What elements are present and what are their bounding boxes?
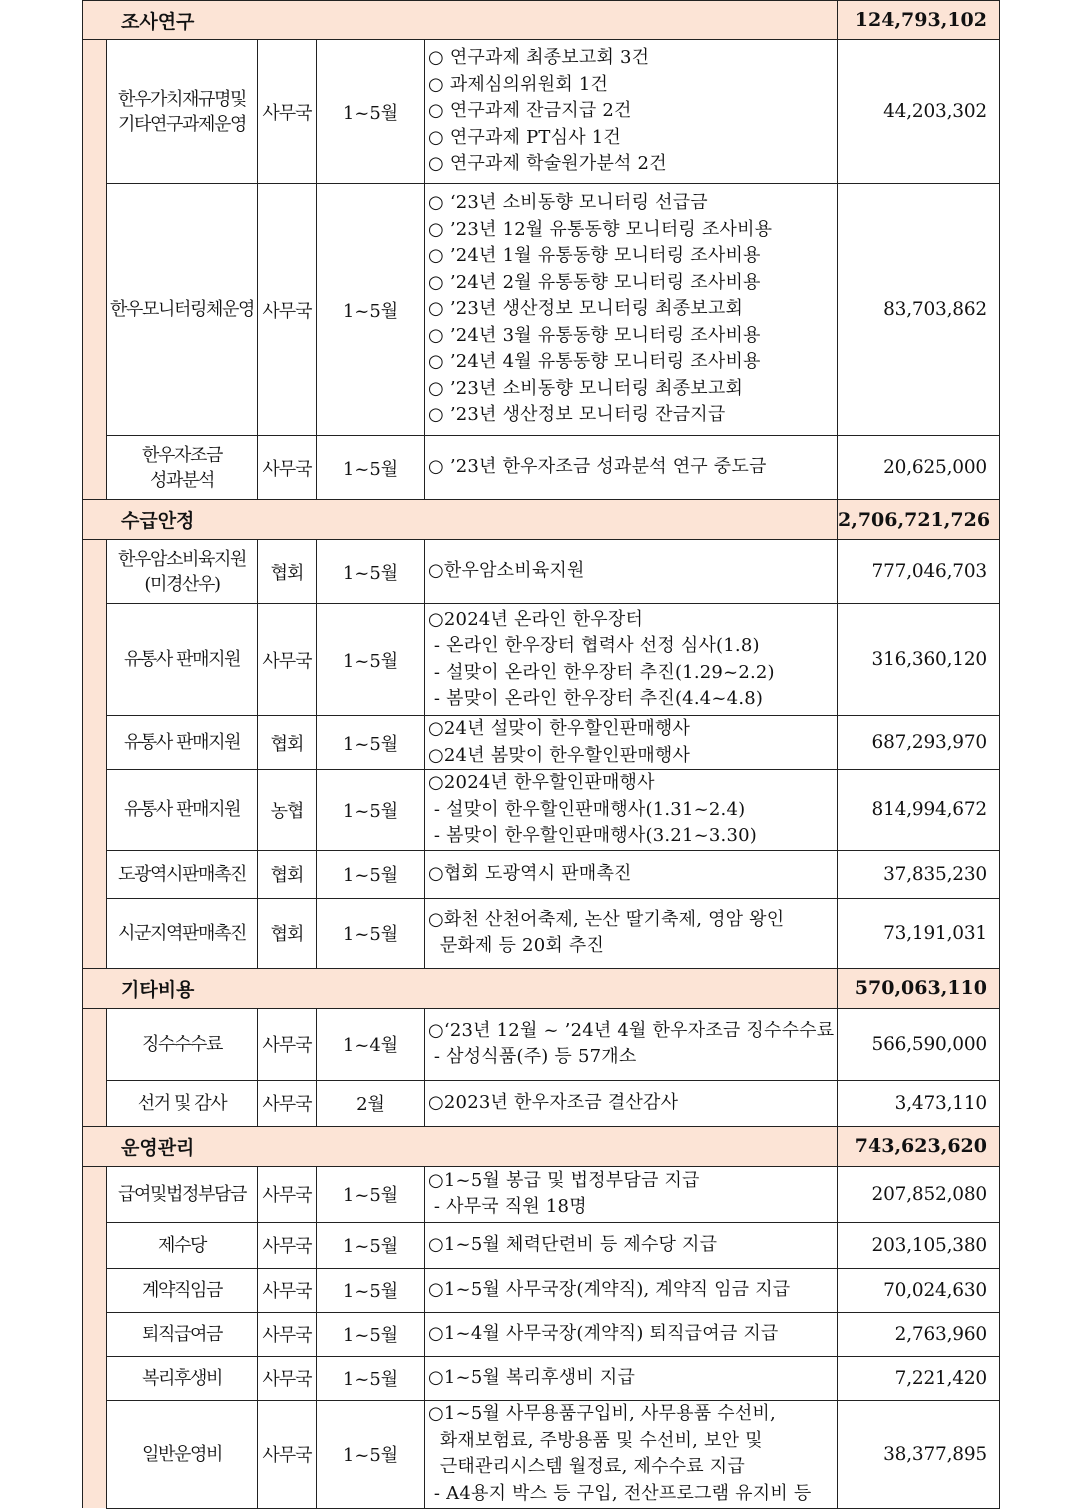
description-line: ○ 연구과제 학술원가분석 2건 <box>428 153 667 175</box>
description-line: ○ ’23년 생산정보 모니터링 잔금지급 <box>428 404 726 426</box>
table-row <box>83 1222 1000 1268</box>
item-description <box>425 1400 838 1508</box>
item-period: 1~5월 <box>317 184 425 436</box>
item-description <box>425 1080 838 1126</box>
category-name: 기타비용 <box>83 968 838 1008</box>
description-line: - 설맞이 온라인 한우장터 추진(1.29~2.2) <box>428 661 775 683</box>
item-period: 1~4월 <box>317 1008 425 1080</box>
table-row <box>83 1356 1000 1400</box>
table-row <box>83 1400 1000 1508</box>
item-name-line: 한우가치재규명및 <box>118 88 246 110</box>
table-row <box>83 604 1000 716</box>
item-description <box>425 850 838 898</box>
item-name-line: 제수당 <box>158 1234 206 1256</box>
item-name <box>107 898 258 968</box>
item-name-line: 성과분석 <box>150 469 214 491</box>
item-org: 사무국 <box>258 1400 317 1508</box>
item-name-line: 도광역시판매촉진 <box>118 863 246 885</box>
item-name <box>107 1008 258 1080</box>
description-line: ○‘23년 12월 ~ ’24년 4월 한우자조금 징수수수료 <box>428 1019 835 1041</box>
item-name-line: 복리후생비 <box>142 1367 222 1389</box>
category-row <box>83 968 1000 1008</box>
item-description <box>425 898 838 968</box>
item-name <box>107 436 258 500</box>
item-description <box>425 1268 838 1312</box>
item-name-line: 계약직임금 <box>142 1279 222 1301</box>
item-name-line: 급여및법정부담금 <box>118 1183 246 1205</box>
indent-stub <box>83 1008 107 1080</box>
description-line: 화재보험료, 주방용품 및 수선비, 보안 및 <box>428 1429 763 1451</box>
item-period: 1~5월 <box>317 1166 425 1222</box>
item-description <box>425 770 838 851</box>
description-line: ○협회 도광역시 판매촉진 <box>428 862 632 884</box>
item-org: 사무국 <box>258 184 317 436</box>
indent-stub <box>83 40 107 184</box>
item-org: 사무국 <box>258 436 317 500</box>
description-line: 문화제 등 20회 추진 <box>428 935 605 956</box>
item-name <box>107 1400 258 1508</box>
indent-stub <box>83 898 107 968</box>
item-description <box>425 716 838 770</box>
table-row <box>83 1268 1000 1312</box>
category-row <box>83 500 1000 540</box>
indent-stub <box>83 716 107 770</box>
description-line: ○ 연구과제 최종보고회 3건 <box>428 47 650 69</box>
description-line: ○1~5월 체력단련비 등 제수당 지급 <box>428 1233 718 1255</box>
indent-stub <box>83 1400 107 1508</box>
indent-stub <box>83 1166 107 1222</box>
item-name <box>107 1080 258 1126</box>
description-line: - 사무국 직원 18명 <box>428 1196 587 1217</box>
table-row <box>83 1080 1000 1126</box>
item-name <box>107 770 258 851</box>
item-name-line: 한우암소비육지원 <box>118 548 246 570</box>
item-description <box>425 184 838 436</box>
description-line: ○ ’23년 소비동향 모니터링 최종보고회 <box>428 377 744 399</box>
item-amount: 37,835,230 <box>838 850 1000 898</box>
item-period: 1~5월 <box>317 604 425 716</box>
description-line: - 설맞이 한우할인판매행사(1.31~2.4) <box>428 798 746 820</box>
description-line: ○ 연구과제 잔금지급 2건 <box>428 100 632 122</box>
table-row <box>83 436 1000 500</box>
item-period: 1~5월 <box>317 1356 425 1400</box>
item-org: 사무국 <box>258 1008 317 1080</box>
description-line: - 삼성식품(주) 등 57개소 <box>428 1046 637 1067</box>
item-name-line: 시군지역판매촉진 <box>118 922 246 944</box>
item-org: 협회 <box>258 898 317 968</box>
indent-stub <box>83 1312 107 1356</box>
indent-stub <box>83 1222 107 1268</box>
description-line: ○1~5월 복리후생비 지급 <box>428 1366 636 1388</box>
item-name-line: 징수수수료 <box>142 1033 222 1055</box>
description-line: ○24년 설맞이 한우할인판매행사 <box>428 718 691 739</box>
table-row <box>83 850 1000 898</box>
item-period: 1~5월 <box>317 1312 425 1356</box>
category-total: 124,793,102 <box>838 1 1000 40</box>
table-row <box>83 540 1000 604</box>
indent-stub <box>83 436 107 500</box>
item-name <box>107 1268 258 1312</box>
item-period: 1~5월 <box>317 1268 425 1312</box>
item-org: 사무국 <box>258 1312 317 1356</box>
item-name <box>107 184 258 436</box>
item-org: 사무국 <box>258 1268 317 1312</box>
item-org: 사무국 <box>258 1356 317 1400</box>
item-amount: 3,473,110 <box>838 1080 1000 1126</box>
description-line: ○2024년 온라인 한우장터 <box>428 608 644 630</box>
item-description <box>425 1356 838 1400</box>
item-org: 사무국 <box>258 1080 317 1126</box>
item-name-line: 유통사 판매지원 <box>123 649 241 670</box>
indent-stub <box>83 1356 107 1400</box>
item-period: 2월 <box>317 1080 425 1126</box>
description-line: ○1~5월 사무용품구입비, 사무용품 수선비, <box>428 1403 776 1424</box>
item-org: 사무국 <box>258 1166 317 1222</box>
description-line: ○2024년 한우할인판매행사 <box>428 772 655 793</box>
item-name-line: (미경산우) <box>144 573 220 595</box>
description-line: ○ ’23년 한우자조금 성과분석 연구 중도금 <box>428 456 767 478</box>
item-amount: 316,360,120 <box>838 604 1000 716</box>
item-name <box>107 850 258 898</box>
item-org: 사무국 <box>258 604 317 716</box>
indent-stub <box>83 770 107 851</box>
description-line: ○화천 산천어축제, 논산 딸기축제, 영암 왕인 <box>428 908 785 930</box>
description-line: ○ ’23년 12월 유통동향 모니터링 조사비용 <box>428 218 773 240</box>
item-name <box>107 604 258 716</box>
budget-table <box>82 0 1000 1509</box>
description-line: ○ ‘23년 소비동향 모니터링 선급금 <box>428 192 708 214</box>
indent-stub <box>83 1268 107 1312</box>
description-line: ○ ’24년 1월 유통동향 모니터링 조사비용 <box>428 245 761 267</box>
item-description <box>425 1222 838 1268</box>
item-amount: 7,221,420 <box>838 1356 1000 1400</box>
table-row <box>83 898 1000 968</box>
category-row <box>83 1 1000 40</box>
table-row <box>83 770 1000 851</box>
item-description <box>425 1312 838 1356</box>
table-row <box>83 1312 1000 1356</box>
item-name-line: 일반운영비 <box>142 1443 222 1465</box>
category-name: 조사연구 <box>83 1 838 40</box>
indent-stub <box>83 540 107 604</box>
item-org: 협회 <box>258 850 317 898</box>
item-name <box>107 1222 258 1268</box>
indent-stub <box>83 850 107 898</box>
item-description <box>425 1008 838 1080</box>
item-description <box>425 40 838 184</box>
item-period: 1~5월 <box>317 850 425 898</box>
item-description <box>425 436 838 500</box>
description-line: - 온라인 한우장터 협력사 선정 심사(1.8) <box>428 635 760 656</box>
item-amount: 70,024,630 <box>838 1268 1000 1312</box>
table-row <box>83 1166 1000 1222</box>
item-org: 농협 <box>258 770 317 851</box>
description-line: - A4용지 박스 등 구입, 전산프로그램 유지비 등 <box>428 1482 812 1504</box>
item-amount: 38,377,895 <box>838 1400 1000 1508</box>
item-period: 1~5월 <box>317 770 425 851</box>
category-total: 570,063,110 <box>838 968 1000 1008</box>
description-line: - 봄맞이 온라인 한우장터 추진(4.4~4.8) <box>428 688 764 709</box>
description-line: ○ ’24년 3월 유통동향 모니터링 조사비용 <box>428 324 761 346</box>
item-period: 1~5월 <box>317 716 425 770</box>
item-name <box>107 716 258 770</box>
item-name-line: 기타연구과제운영 <box>118 113 246 135</box>
item-name-line: 선거 및 감사 <box>137 1092 227 1114</box>
description-line: ○2023년 한우자조금 결산감사 <box>428 1091 679 1113</box>
indent-stub <box>83 1080 107 1126</box>
item-name-line: 한우모니터링체운영 <box>110 299 254 320</box>
description-line: ○한우암소비육지원 <box>428 560 585 582</box>
item-amount: 44,203,302 <box>838 40 1000 184</box>
description-line: ○ 연구과제 PT심사 1건 <box>428 126 621 148</box>
indent-stub <box>83 604 107 716</box>
item-description <box>425 1166 838 1222</box>
description-line: ○1~5월 봉급 및 법정부담금 지급 <box>428 1169 700 1191</box>
item-amount: 203,105,380 <box>838 1222 1000 1268</box>
indent-stub <box>83 184 107 436</box>
item-name-line: 유통사 판매지원 <box>123 799 241 821</box>
item-name-line: 유통사 판매지원 <box>123 732 241 753</box>
table-row <box>83 184 1000 436</box>
item-name-line: 퇴직급여금 <box>142 1323 222 1345</box>
item-description <box>425 540 838 604</box>
item-amount: 20,625,000 <box>838 436 1000 500</box>
description-line: ○1~5월 사무국장(계약직), 계약직 임금 지급 <box>428 1278 791 1300</box>
category-name: 운영관리 <box>83 1126 838 1166</box>
item-name <box>107 1356 258 1400</box>
description-line: ○1~4월 사무국장(계약직) 퇴직급여금 지급 <box>428 1322 779 1344</box>
table-row <box>83 40 1000 184</box>
item-amount: 687,293,970 <box>838 716 1000 770</box>
item-period: 1~5월 <box>317 898 425 968</box>
item-name <box>107 40 258 184</box>
description-line: ○24년 봄맞이 한우할인판매행사 <box>428 744 691 766</box>
category-total: 2,706,721,726 <box>838 500 1000 540</box>
description-line: ○ ’24년 2월 유통동향 모니터링 조사비용 <box>428 271 761 293</box>
item-amount: 566,590,000 <box>838 1008 1000 1080</box>
category-row <box>83 1126 1000 1166</box>
item-org: 사무국 <box>258 1222 317 1268</box>
item-period: 1~5월 <box>317 40 425 184</box>
item-name <box>107 540 258 604</box>
item-amount: 83,703,862 <box>838 184 1000 436</box>
description-line: - 봄맞이 한우할인판매행사(3.21~3.30) <box>428 825 757 846</box>
category-total: 743,623,620 <box>838 1126 1000 1166</box>
category-name: 수급안정 <box>83 500 838 540</box>
description-line: ○ ’23년 생산정보 모니터링 최종보고회 <box>428 298 744 320</box>
budget-table-body <box>83 1 1000 1509</box>
description-line: ○ ’24년 4월 유통동향 모니터링 조사비용 <box>428 351 761 373</box>
item-name <box>107 1312 258 1356</box>
item-period: 1~5월 <box>317 540 425 604</box>
item-amount: 777,046,703 <box>838 540 1000 604</box>
item-amount: 2,763,960 <box>838 1312 1000 1356</box>
item-amount: 814,994,672 <box>838 770 1000 851</box>
item-period: 1~5월 <box>317 1222 425 1268</box>
table-row <box>83 1008 1000 1080</box>
item-org: 협회 <box>258 716 317 770</box>
item-org: 사무국 <box>258 40 317 184</box>
item-name <box>107 1166 258 1222</box>
item-amount: 73,191,031 <box>838 898 1000 968</box>
description-line: ○ 과제심의위원회 1건 <box>428 73 609 95</box>
table-row <box>83 716 1000 770</box>
item-period: 1~5월 <box>317 436 425 500</box>
item-period: 1~5월 <box>317 1400 425 1508</box>
item-org: 협회 <box>258 540 317 604</box>
item-amount: 207,852,080 <box>838 1166 1000 1222</box>
item-description <box>425 604 838 716</box>
item-name-line: 한우자조금 <box>142 444 222 466</box>
description-line: 근태관리시스템 월정료, 제수수료 지급 <box>428 1456 745 1477</box>
